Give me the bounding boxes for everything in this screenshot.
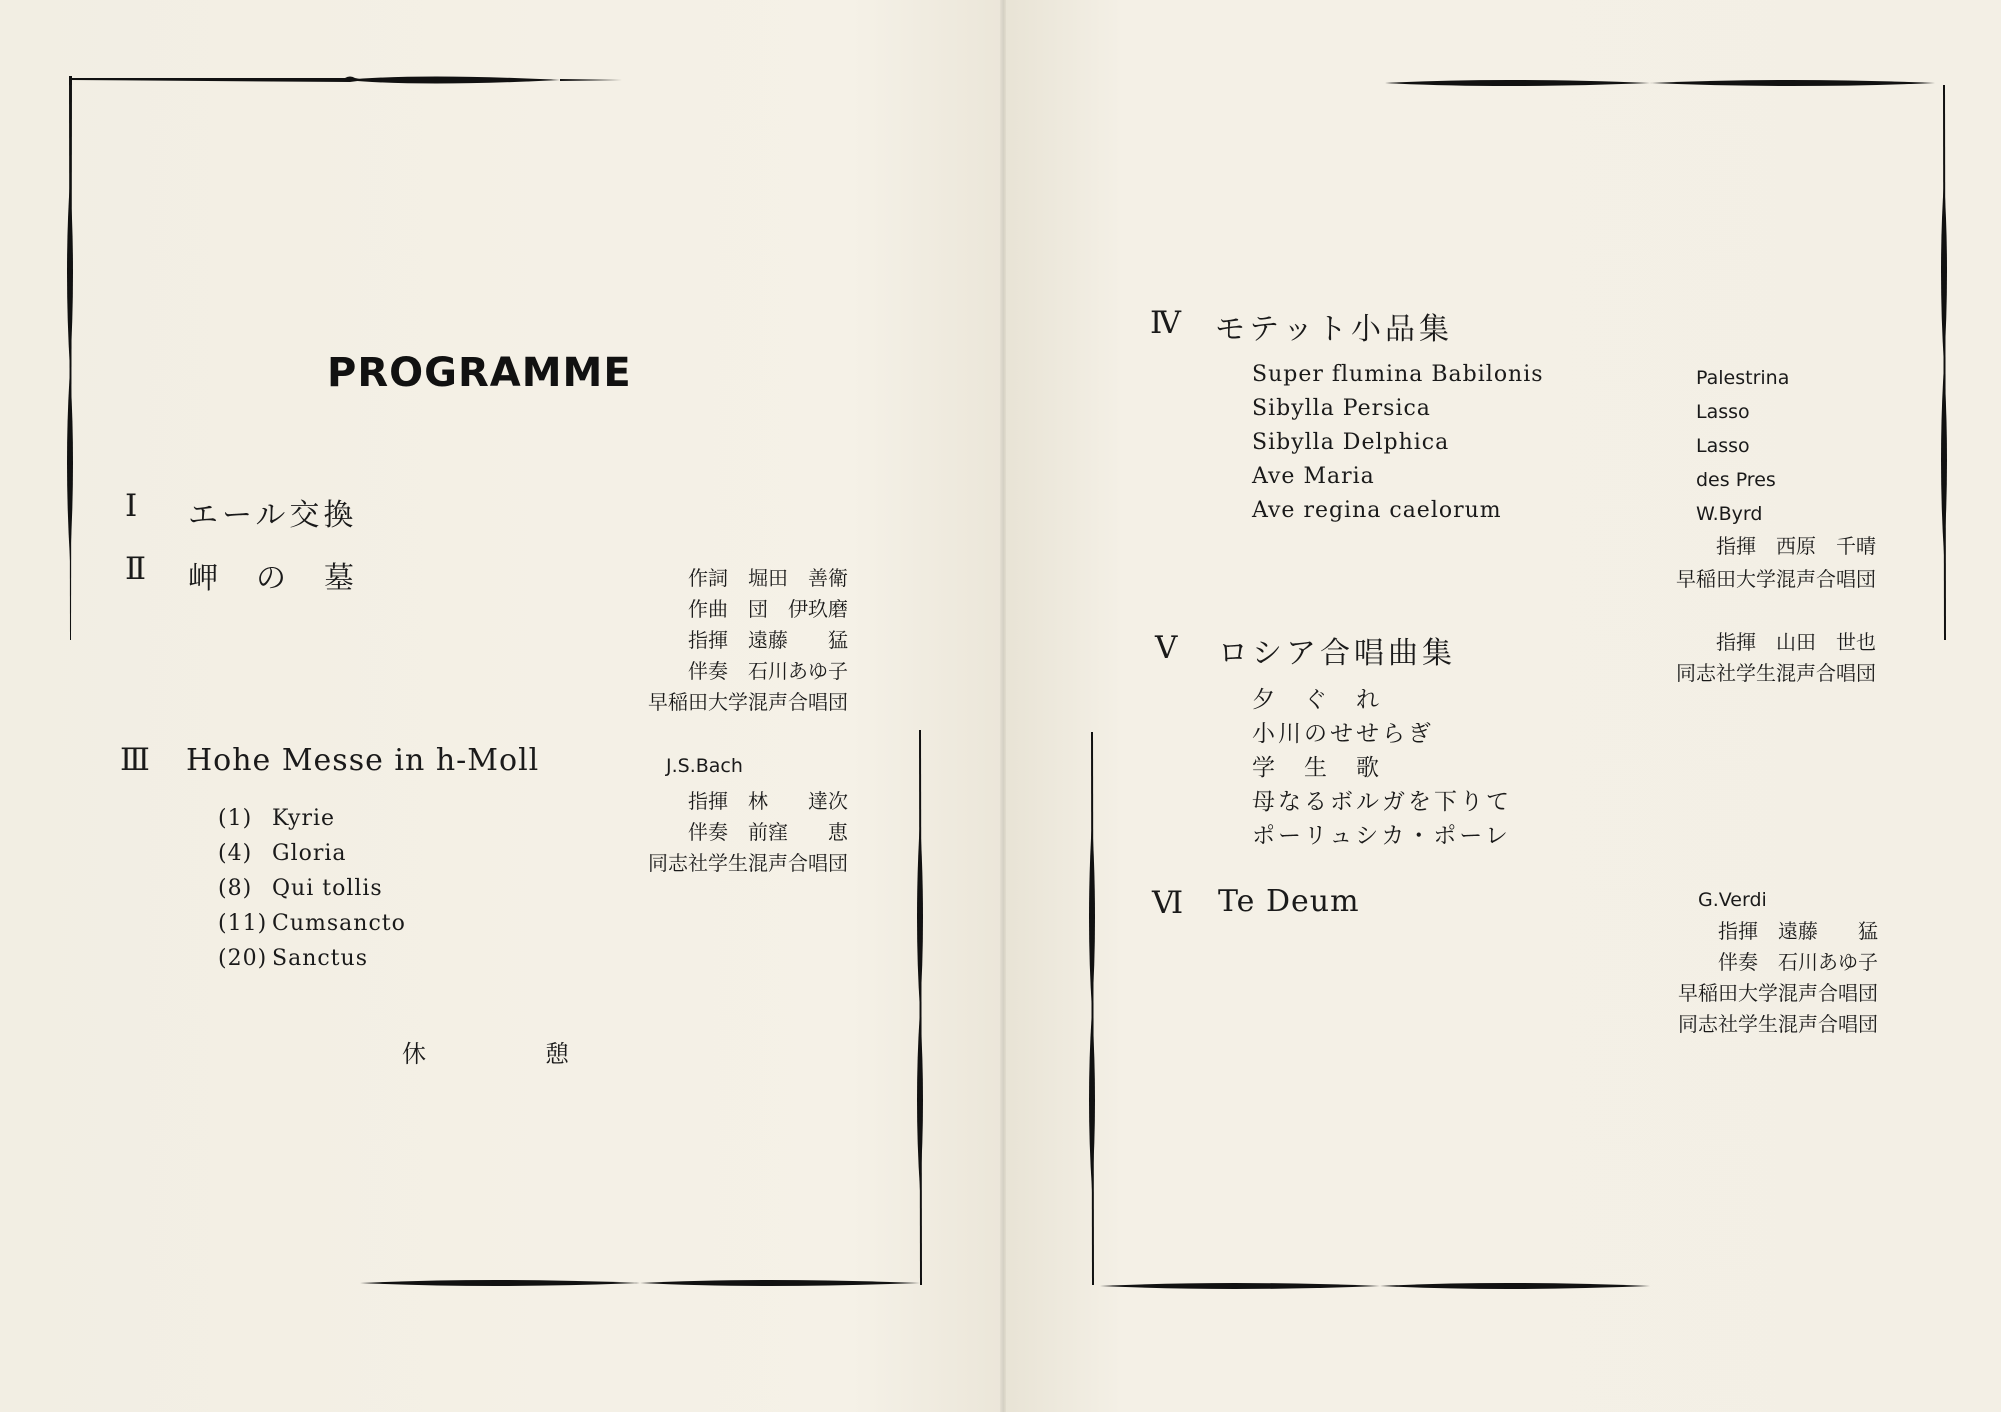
- left-top-rule-tip: [345, 77, 560, 84]
- composer-name: Lasso: [1696, 435, 1750, 457]
- credit-conductor: 指揮 遠藤 猛: [688, 628, 848, 652]
- right-bottom-rule: [1100, 1283, 1380, 1289]
- list-item: (8) Qui tollis: [218, 876, 383, 901]
- credit-accompanist: 伴奏 石川あゆ子: [688, 659, 848, 683]
- left-top-rule: [70, 77, 365, 83]
- section-4-numeral: Ⅳ: [1150, 305, 1181, 341]
- list-item: Super flumina Babilonis: [1252, 362, 1544, 387]
- left-vertical-flourish-2: [67, 370, 73, 560]
- section-4-credits: [1676, 530, 1876, 596]
- list-item: (11) Cumsancto: [218, 911, 406, 936]
- credit-choir: 同志社学生混声合唱団: [1676, 661, 1876, 685]
- credit-choir: 同志社学生混声合唱団: [648, 851, 848, 875]
- left-right-vertical-rule: [919, 730, 922, 1285]
- section-4-composers: [1696, 361, 1789, 531]
- left-bottom-rule: [360, 1280, 640, 1286]
- right-top-rule-2: [1650, 80, 1935, 86]
- list-item: 学 生 歌: [1252, 755, 1382, 781]
- left-bottom-rule-2: [640, 1280, 920, 1286]
- right-left-flourish-1: [1089, 820, 1095, 1010]
- credit-choir: 同志社学生混声合唱団: [1678, 1012, 1878, 1036]
- section-5-title: ロシア合唱曲集: [1218, 636, 1456, 671]
- list-item: (20) Sanctus: [218, 946, 368, 971]
- left-right-flourish-2: [917, 1010, 923, 1190]
- section-5-works: [1252, 683, 1512, 853]
- left-vertical-flourish-1: [67, 180, 73, 370]
- section-6-title: Te Deum: [1218, 884, 1360, 919]
- section-6-numeral: Ⅵ: [1152, 885, 1184, 921]
- left-right-flourish-1: [917, 820, 923, 1010]
- right-left-flourish-2: [1089, 1010, 1095, 1190]
- section-1-title: エール交換: [188, 498, 358, 533]
- right-vertical-flourish-2: [1941, 365, 1947, 555]
- right-top-rule: [1385, 80, 1650, 86]
- section-5-numeral: Ⅴ: [1155, 630, 1178, 666]
- list-item: Ave regina caelorum: [1252, 498, 1502, 523]
- section-4-title: モテット小品集: [1215, 312, 1453, 347]
- credit-lyricist: 作詞 堀田 善衛: [688, 566, 848, 590]
- section-6-credits: [1678, 916, 1878, 1040]
- list-item: ポーリュシカ・ポーレ: [1252, 823, 1511, 849]
- intermission-char-2: 憩: [545, 1040, 572, 1068]
- section-3-numeral: Ⅲ: [120, 742, 150, 778]
- credit-conductor: 指揮 西原 千晴: [1716, 534, 1876, 558]
- section-3-movements: [218, 802, 406, 977]
- list-item: Sibylla Delphica: [1252, 430, 1450, 455]
- credit-conductor: 指揮 林 達次: [688, 789, 848, 813]
- list-item: (1) Kyrie: [218, 806, 336, 831]
- list-item: 母なるボルガを下りて: [1252, 789, 1512, 815]
- intermission-char-1: 休: [402, 1040, 429, 1068]
- section-2-numeral: Ⅱ: [125, 551, 147, 587]
- section-3-credits: [648, 786, 848, 879]
- list-item: 小川のせせらぎ: [1252, 721, 1434, 747]
- credit-accompanist: 伴奏 前窪 恵: [688, 820, 848, 844]
- credit-accompanist: 伴奏 石川あゆ子: [1718, 950, 1878, 974]
- section-3-composer: J.S.Bach: [666, 755, 743, 777]
- composer-name: Palestrina: [1696, 367, 1790, 389]
- credit-conductor: 指揮 山田 世也: [1716, 630, 1876, 654]
- left-top-rule-tail: [560, 79, 622, 81]
- credit-choir: 早稲田大学混声合唱団: [1676, 567, 1876, 591]
- credit-conductor: 指揮 遠藤 猛: [1718, 919, 1878, 943]
- right-vertical-rule: [1943, 85, 1946, 640]
- section-1-numeral: Ⅰ: [125, 488, 138, 524]
- composer-name: Lasso: [1696, 401, 1750, 423]
- list-item: Ave Maria: [1252, 464, 1375, 489]
- list-item: 夕 ぐ れ: [1252, 687, 1382, 713]
- section-3-title: Hohe Messe in h-Moll: [186, 743, 540, 778]
- section-6-composer: G.Verdi: [1698, 889, 1767, 911]
- credit-composer: 作曲 団 伊玖磨: [688, 597, 848, 621]
- section-2-title: 岬 の 墓: [188, 561, 358, 596]
- composer-name: des Pres: [1696, 469, 1776, 491]
- programme-title: PROGRAMME: [327, 350, 632, 396]
- right-bottom-rule-2: [1380, 1283, 1650, 1289]
- credit-choir: 早稲田大学混声合唱団: [1678, 981, 1878, 1005]
- section-2-credits: [648, 563, 848, 718]
- right-vertical-flourish-1: [1941, 180, 1947, 365]
- right-left-vertical-rule: [1091, 732, 1094, 1285]
- section-4-works: [1252, 358, 1544, 528]
- credit-choir: 早稲田大学混声合唱団: [648, 690, 848, 714]
- section-5-credits: [1676, 627, 1876, 689]
- composer-name: W.Byrd: [1696, 503, 1763, 525]
- list-item: (4) Gloria: [218, 841, 347, 866]
- list-item: Sibylla Persica: [1252, 396, 1431, 421]
